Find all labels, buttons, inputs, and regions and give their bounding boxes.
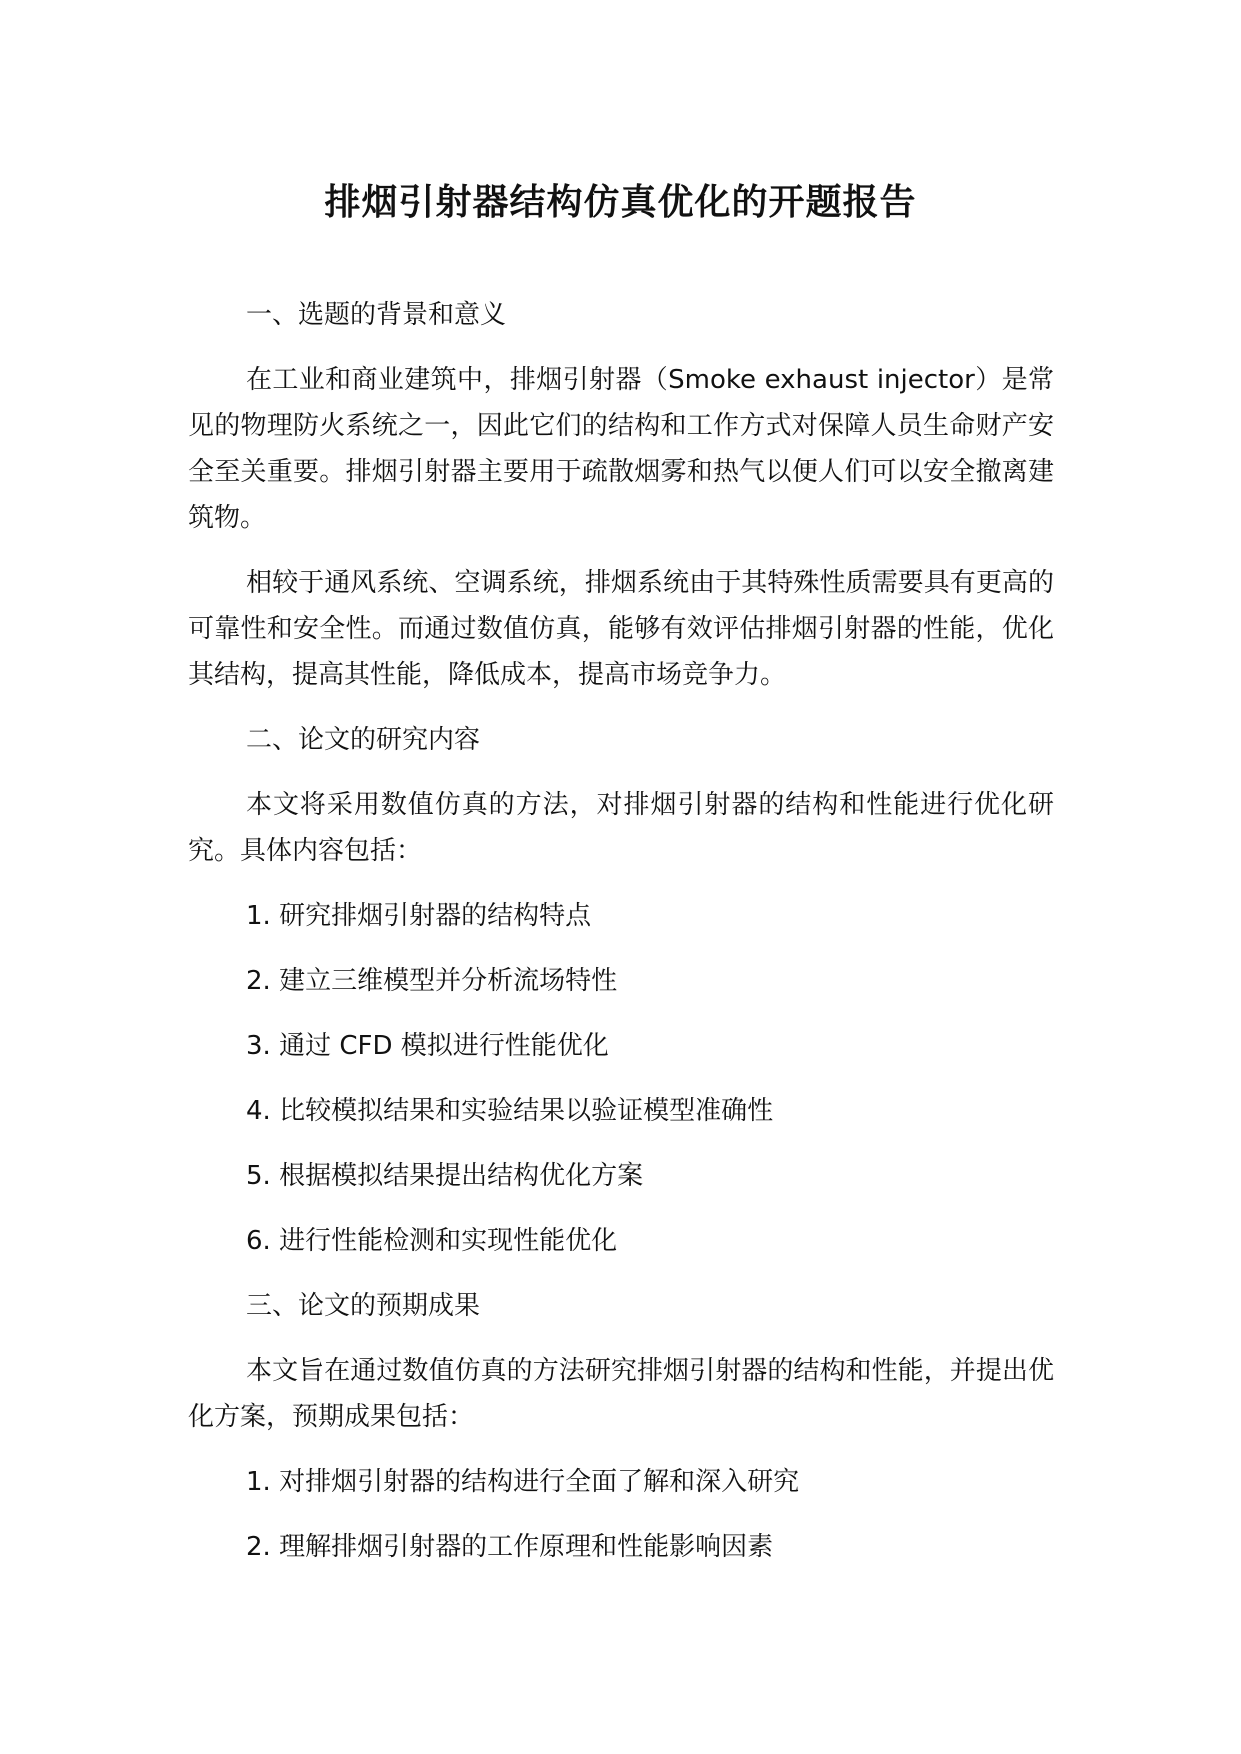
section-heading-expected-results: 三、论文的预期成果 — [246, 1291, 481, 1321]
list-item: 3. 通过 CFD 模拟进行性能优化 — [246, 1031, 609, 1061]
list-item: 5. 根据模拟结果提出结构优化方案 — [246, 1161, 644, 1191]
paragraph-significance: 相较于通风系统、空调系统，排烟系统由于其特殊性质需要具有更高的可靠性和安全性。而通过数值仿真，能够有效评估排烟引射器的性能，优化其结构，提高其性能，降低成本，提高市场竞争力。 — [188, 568, 1054, 690]
paragraph-research-intro: 本文将采用数值仿真的方法，对排烟引射器的结构和性能进行优化研究。具体内容包括： — [188, 790, 1054, 866]
document-body — [188, 292, 1054, 1589]
list-item: 2. 建立三维模型并分析流场特性 — [246, 966, 618, 996]
list-item: 1. 对排烟引射器的结构进行全面了解和深入研究 — [246, 1467, 800, 1497]
list-item: 2. 理解排烟引射器的工作原理和性能影响因素 — [246, 1532, 774, 1562]
document-title: 排烟引射器结构仿真优化的开题报告 — [324, 182, 917, 223]
list-item: 4. 比较模拟结果和实验结果以验证模型准确性 — [246, 1096, 774, 1126]
paragraph-background: 在工业和商业建筑中，排烟引射器（Smoke exhaust injector）是常见的物理防火系统之一，因此它们的结构和工作方式对保障人员生命财产安全至关重要。排烟引射器主要用于疏散烟雾和热气以便人们可以安全撤离建筑物。 — [188, 365, 1054, 533]
paragraph-expected-intro: 本文旨在通过数值仿真的方法研究排烟引射器的结构和性能，并提出优化方案，预期成果包括： — [188, 1356, 1054, 1432]
section-heading-research-content: 二、论文的研究内容 — [246, 725, 481, 755]
section-heading-background: 一、选题的背景和意义 — [246, 300, 507, 330]
list-item: 1. 研究排烟引射器的结构特点 — [246, 901, 592, 931]
list-item: 6. 进行性能检测和实现性能优化 — [246, 1226, 618, 1256]
